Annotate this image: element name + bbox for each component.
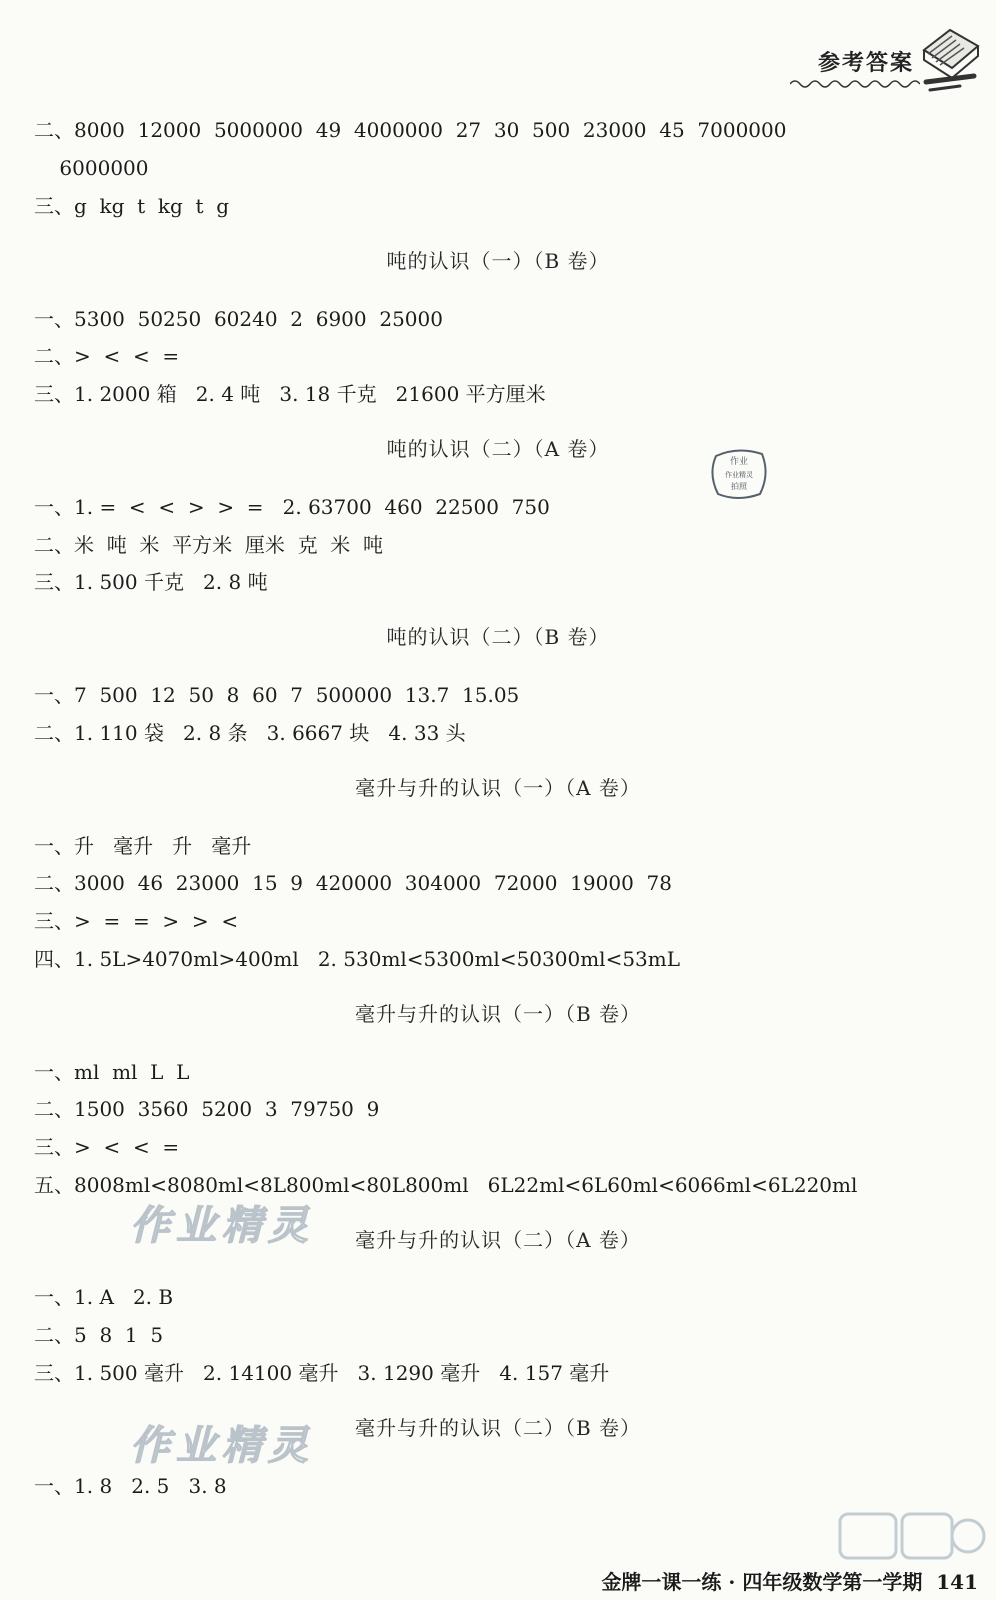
answer-line: 一、7 500 12 50 8 60 7 500000 13.7 15.05	[34, 683, 520, 707]
answer-line: 三、1. 500 千克 2. 8 吨	[34, 570, 268, 594]
section-heading: 毫升与升的认识（一）（B 卷）	[354, 1002, 642, 1026]
answer-line: 三、> < < =	[34, 1135, 180, 1159]
answer-line: 三、g kg t kg t g	[34, 194, 230, 218]
answer-line: 二、5 8 1 5	[34, 1323, 164, 1347]
watermark: 作业精灵	[130, 1202, 314, 1249]
answer-line: 一、1. 8 2. 5 3. 8	[34, 1474, 227, 1498]
header-wave-decoration	[790, 78, 920, 90]
answer-line: 二、1. 110 袋 2. 8 条 3. 6667 块 4. 33 头	[34, 721, 466, 745]
answer-line: 二、3000 46 23000 15 9 420000 304000 72000 19000 78	[34, 871, 672, 895]
page-footer: 金牌一课一练 · 四年级数学第一学期 141	[601, 1570, 978, 1594]
answer-line: 五、8008ml<8080ml<8L800ml<80L800ml 6L22ml<6L60ml<6066ml<6L220ml	[34, 1173, 858, 1197]
answer-line: 一、1. = < < > > = 2. 63700 460 22500 750	[34, 495, 550, 519]
watermark-logo	[838, 1510, 988, 1566]
answer-line: 二、> < < =	[34, 344, 180, 368]
answer-line: 一、1. A 2. B	[34, 1285, 174, 1309]
book-pen-icon	[920, 20, 982, 96]
answer-line: 一、5300 50250 60240 2 6900 25000	[34, 307, 443, 331]
answer-line: 二、8000 12000 5000000 49 4000000 27 30 500 23000 45 7000000	[34, 118, 787, 142]
answer-line: 二、米 吨 米 平方米 厘米 克 米 吨	[34, 533, 384, 557]
answer-line: 6000000	[34, 156, 149, 180]
answer-line: 一、升 毫升 升 毫升	[34, 834, 252, 858]
page-title: 参考答案	[818, 50, 915, 76]
stamp-seal	[708, 446, 770, 502]
answer-line: 三、1. 2000 箱 2. 4 吨 3. 18 千克 21600 平方厘米	[34, 382, 546, 406]
section-heading: 毫升与升的认识（二）（B 卷）	[354, 1416, 642, 1440]
stamp-line: 作业精灵	[725, 471, 753, 479]
stamp-line: 拍照	[731, 482, 747, 491]
watermark: 作业精灵	[130, 1422, 314, 1469]
section-heading: 吨的认识（二）（A 卷）	[386, 437, 610, 461]
section-heading: 吨的认识（二）（B 卷）	[386, 625, 610, 649]
answer-line: 四、1. 5L>4070ml>400ml 2. 530ml<5300ml<50300ml<53mL	[34, 947, 681, 971]
answer-line: 三、1. 500 毫升 2. 14100 毫升 3. 1290 毫升 4. 157 毫升	[34, 1361, 610, 1385]
stamp-line: 作业	[729, 457, 749, 467]
answer-line: 二、1500 3560 5200 3 79750 9	[34, 1097, 380, 1121]
section-heading: 毫升与升的认识（二）（A 卷）	[355, 1228, 641, 1252]
answer-line: 三、> = = > > <	[34, 909, 239, 933]
section-heading: 吨的认识（一）（B 卷）	[386, 249, 610, 273]
section-heading: 毫升与升的认识（一）（A 卷）	[355, 776, 641, 800]
answer-line: 一、ml ml L L	[34, 1060, 190, 1084]
